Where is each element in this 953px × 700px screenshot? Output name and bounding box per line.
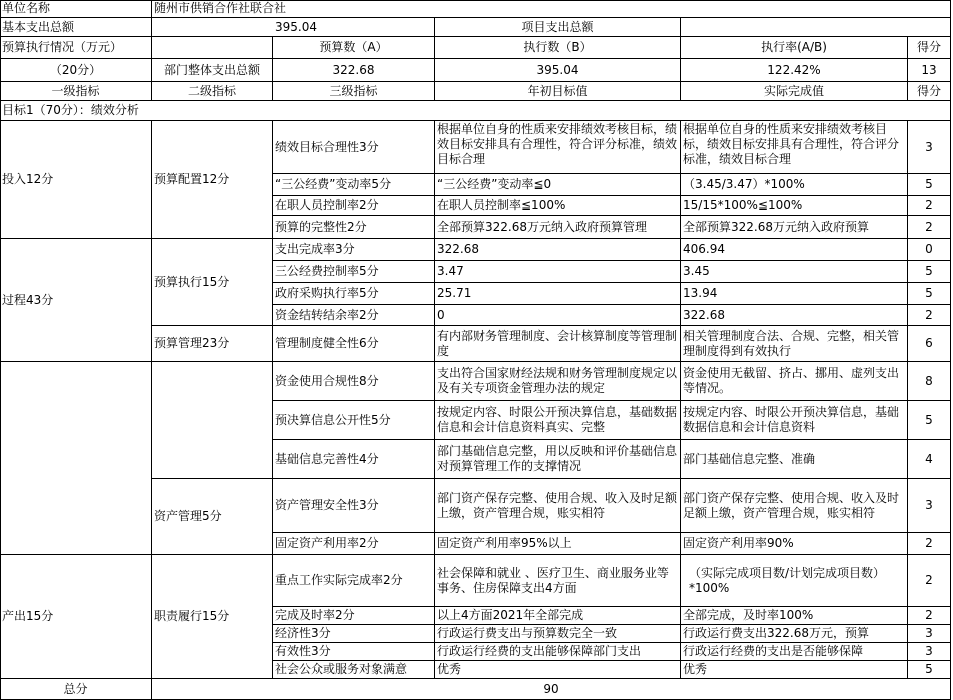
dept-exec: 395.04	[435, 59, 681, 82]
row-score: 2	[908, 305, 951, 326]
row-score: 2	[908, 196, 951, 216]
row-level3: 资金使用合规性8分	[273, 362, 435, 401]
row-level3: 预算的完整性2分	[273, 216, 435, 239]
row-actual: 按规定内容、时限公开预决算信息，基础数据信息和会计信息资料	[681, 401, 908, 440]
level2-budget-mgmt: 预算管理23分	[152, 326, 273, 362]
header-level1: 一级指标	[0, 82, 152, 101]
row-actual: 15/15*100%≦100%	[681, 196, 908, 216]
budget-exec-score: （20分）	[0, 59, 152, 82]
row-score: 5	[908, 174, 951, 196]
level2-blank	[152, 362, 273, 479]
row-score: 6	[908, 326, 951, 362]
row-target: 支出符合国家财经法规和财务管理制度规定以及有关专项资金管理办法的规定	[435, 362, 681, 401]
row-actual: （实际完成项目数/计划完成项目数）*100%	[681, 555, 908, 607]
row-score: 5	[908, 283, 951, 305]
row-score: 3	[908, 643, 951, 661]
col-exec: 执行数（B）	[435, 37, 681, 59]
row-actual: 相关管理制度合法、合规、完整，相关管理制度得到有效执行	[681, 326, 908, 362]
row-target: 有内部财务管理制度、会计核算制度等管理制度	[435, 326, 681, 362]
row-score: 4	[908, 440, 951, 479]
row-score: 2	[908, 533, 951, 555]
dept-budget: 322.68	[273, 59, 435, 82]
row-actual: 13.94	[681, 283, 908, 305]
row-level3: 有效性3分	[273, 643, 435, 661]
row-level3: 重点工作实际完成率2分	[273, 555, 435, 607]
header-level2: 二级指标	[152, 82, 273, 101]
row-target: 固定资产利用率95%以上	[435, 533, 681, 555]
row-actual: 固定资产利用率90%	[681, 533, 908, 555]
row-target: 0	[435, 305, 681, 326]
row-score: 2	[908, 555, 951, 607]
level2-budget-config: 预算配置12分	[152, 121, 273, 239]
row-actual: 322.68	[681, 305, 908, 326]
row-target: 行政运行经费的支出能够保障部门支出	[435, 643, 681, 661]
row-target: 3.47	[435, 261, 681, 283]
row-actual: 部门基础信息完整、准确	[681, 440, 908, 479]
row-level3: 支出完成率3分	[273, 239, 435, 261]
dept-rate: 122.42%	[681, 59, 908, 82]
row-actual: 全部完成，及时率100%	[681, 607, 908, 625]
dept-total-label: 部门整体支出总额	[152, 59, 273, 82]
row-level3: 三公经费控制率5分	[273, 261, 435, 283]
row-score: 2	[908, 607, 951, 625]
row-score: 5	[908, 661, 951, 679]
level2-budget-exec: 预算执行15分	[152, 239, 273, 326]
level1-process: 过程43分	[0, 239, 152, 362]
row-actual: 资金使用无截留、挤占、挪用、虚列支出等情况。	[681, 362, 908, 401]
row-level3: 基础信息完善性4分	[273, 440, 435, 479]
row-score: 0	[908, 239, 951, 261]
row-level3: 管理制度健全性6分	[273, 326, 435, 362]
row-level3: 在职人员控制率2分	[273, 196, 435, 216]
row-score: 3	[908, 479, 951, 533]
row-target: “三公经费”变动率≦0	[435, 174, 681, 196]
goal-row: 目标1（70分）：绩效分析	[0, 101, 951, 121]
row-target: 在职人员控制率≦100%	[435, 196, 681, 216]
header-target: 年初目标值	[435, 82, 681, 101]
row-level3: 资金结转结余率2分	[273, 305, 435, 326]
row-score: 8	[908, 362, 951, 401]
row-score: 5	[908, 261, 951, 283]
project-expense-value	[681, 18, 951, 37]
header-level3: 三级指标	[273, 82, 435, 101]
col-budget: 预算数（A）	[273, 37, 435, 59]
row-target: 322.68	[435, 239, 681, 261]
row-target: 部门基础信息完整，用以反映和评价基础信息对预算管理工作的支撑情况	[435, 440, 681, 479]
row-target: 根据单位自身的性质来安排绩效考核目标，绩效目标安排具有合理性，符合评分标准，绩效目标合理	[435, 121, 681, 174]
col-score: 得分	[908, 37, 951, 59]
row-target: 部门资产保存完整、使用合规、收入及时足额上缴，资产管理合规，账实相符	[435, 479, 681, 533]
row-score: 2	[908, 216, 951, 239]
row-actual: 优秀	[681, 661, 908, 679]
total-label: 总分	[0, 679, 152, 700]
row-level3: 绩效目标合理性3分	[273, 121, 435, 174]
row-score: 3	[908, 625, 951, 643]
row-target: 全部预算322.68万元纳入政府预算管理	[435, 216, 681, 239]
row-actual: 3.45	[681, 261, 908, 283]
row-target: 25.71	[435, 283, 681, 305]
row-actual: 行政运行经费的支出是否能够保障	[681, 643, 908, 661]
row-actual: 根据单位自身的性质来安排绩效考核目标，绩效目标安排具有合理性，符合评分标准，绩效目标合理	[681, 121, 908, 174]
row-target: 按规定内容、时限公开预决算信息，基础数据信息和会计信息资料真实、完整	[435, 401, 681, 440]
row-level3: 资产管理安全性3分	[273, 479, 435, 533]
level1-input: 投入12分	[0, 121, 152, 239]
row-level3: 社会公众或服务对象满意	[273, 661, 435, 679]
row-actual: 部门资产保存完整、使用合规、收入及时足额上缴，资产管理合规，账实相符	[681, 479, 908, 533]
header-score: 得分	[908, 82, 951, 101]
level2-asset-mgmt: 资产管理5分	[152, 479, 273, 555]
total-value: 90	[152, 679, 951, 700]
unit-name-value: 随州市供销合作社联合社	[152, 0, 951, 18]
basic-expense-value: 395.04	[273, 18, 435, 37]
header-actual: 实际完成值	[681, 82, 908, 101]
row-actual: 全部预算322.68万元纳入政府预算	[681, 216, 908, 239]
row-actual: 行政运行费支出322.68万元，预算	[681, 625, 908, 643]
project-expense-label: 项目支出总额	[435, 18, 681, 37]
row-actual: （3.45/3.47）*100%	[681, 174, 908, 196]
row-score: 3	[908, 121, 951, 174]
row-target: 以上4方面2021年全部完成	[435, 607, 681, 625]
row-level3: 经济性3分	[273, 625, 435, 643]
row-target: 行政运行费支出与预算数完全一致	[435, 625, 681, 643]
row-level3: “三公经费”变动率5分	[273, 174, 435, 196]
basic-expense-label: 基本支出总额	[0, 18, 152, 37]
level1-output: 产出15分	[0, 555, 152, 679]
row-level3: 固定资产利用率2分	[273, 533, 435, 555]
row-target: 社会保障和就业 、医疗卫生、商业服务业等事务、住房保障支出4方面	[435, 555, 681, 607]
row-level3: 预决算信息公开性5分	[273, 401, 435, 440]
budget-exec-label: 预算执行情况（万元）	[0, 37, 152, 59]
unit-name-label: 单位名称	[0, 0, 152, 18]
row-level3: 政府采购执行率5分	[273, 283, 435, 305]
level2-duty: 职责履行15分	[152, 555, 273, 679]
row-level3: 完成及时率2分	[273, 607, 435, 625]
row-score: 5	[908, 401, 951, 440]
row-target: 优秀	[435, 661, 681, 679]
col-rate: 执行率(A/B)	[681, 37, 908, 59]
level1-blank	[0, 362, 152, 555]
row-actual: 406.94	[681, 239, 908, 261]
dept-score: 13	[908, 59, 951, 82]
